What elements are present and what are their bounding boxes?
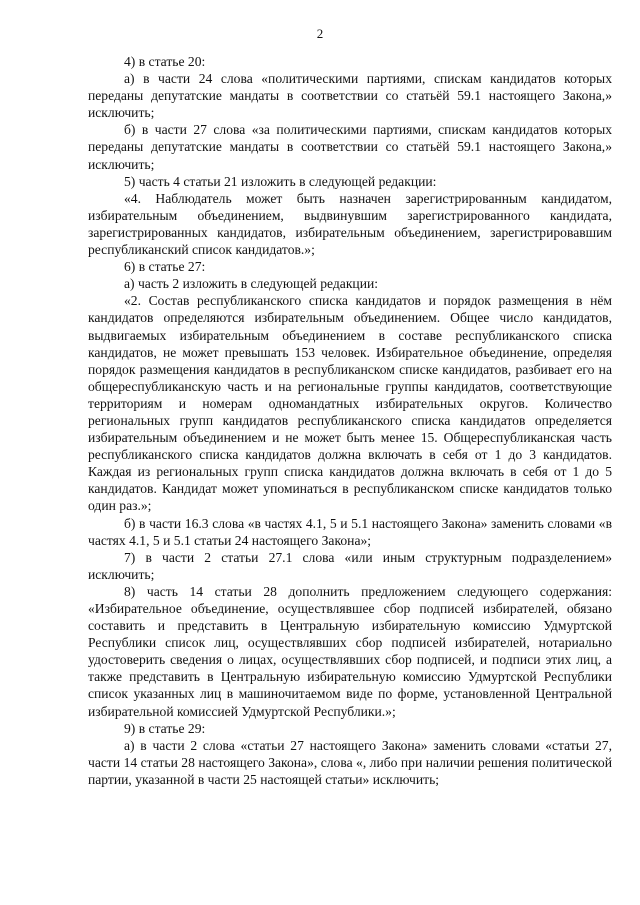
paragraph-item-4a: а) в части 24 слова «политическими партиями, спискам кандидатов которых переданы депутатские мандаты в соответствии со статьёй 59.1 настоящего Закона,» исключить; — [88, 71, 612, 121]
paragraph-item-5: 5) часть 4 статьи 21 изложить в следующей редакции: — [124, 173, 437, 189]
paragraph-item-8: 8) часть 14 статьи 28 дополнить предложением следующего содержания: «Избирательное объединение, осуществлявшее сбор подписей избирателей, обязано составить и представить в Центральную избирательную комиссию Удмуртской Республики список лиц, осуществлявших сбор подписей избирателей, нотариально удостоверить сведения о лицах, осуществлявших сбор подписей, и подписи этих лиц, а также представить в Центральную избирательную комиссию Удмуртской Республики список указанных лиц в машиночитаемом виде по форме, установленной Центральной избирательной комиссией Удмуртской Республики.»; — [88, 583, 612, 719]
paragraph-item-4: 4) в статье 20: — [124, 54, 206, 69]
paragraph-item-6b: б) в части 16.3 слова «в частях 4.1, 5 и 5.1 настоящего Закона» заменить словами «в частях 4.1, 5 и 5.1 статьи 24 настоящего Закона»; — [88, 515, 612, 548]
paragraph-item-9a: а) в части 2 слова «статьи 27 настоящего Закона» заменить словами «статьи 27, части 14 статьи 28 настоящего Закона», слова «, либо при наличии решения политической партии, указанной в части 25 настоящей статьи» исключить; — [88, 737, 612, 787]
page-number: 2 — [316, 26, 324, 41]
paragraph-quote-part-2: «2. Состав республиканского списка кандидатов и порядок размещения в нём кандидатов определяются избирательным объединением. Общее число кандидатов, выдвигаемых избирательным объединением в составе республиканского списка кандидатов, не может превышать 153 человек. Избирательное объединение, определяя порядок размещения кандидатов в республиканском списке кандидатов, разбивает его на общереспубликанскую часть и на региональные группы кандидатов, соответствующие территориям и номерам одномандатных избирательных округов. Количество региональных групп кандидатов республиканского списка кандидатов определяется избирательным объединением и не может быть менее 15. Общереспубликанская часть республиканского списка кандидатов должна включать в себя от 1 до 3 кандидатов. Каждая из региональных групп списка кандидатов должна включать в себя от 1 до 5 кандидатов. Кандидат может упоминаться в республиканском списке кандидатов только один раз.»; — [88, 293, 612, 514]
paragraph-item-6a: а) часть 2 изложить в следующей редакции: — [124, 276, 379, 292]
paragraph-item-4b: б) в части 27 слова «за политическими партиями, спискам кандидатов которых переданы депутатские мандаты в соответствии со статьёй 59.1 настоящего Закона,» исключить; — [88, 122, 612, 172]
paragraph-item-9: 9) в статье 29: — [124, 720, 206, 736]
paragraph-item-7: 7) в части 2 статьи 27.1 слова «или иным структурным подразделением» исключить; — [88, 549, 612, 582]
paragraph-item-6: 6) в статье 27: — [124, 259, 206, 275]
paragraph-quote-part-4: «4. Наблюдатель может быть назначен зарегистрированным кандидатом, избирательным объединением, выдвинувшим зарегистрированного кандидата, зарегистрированных кандидатов, избирательным объединением, зарегистрировавшим республиканский список кандидатов.»; — [88, 190, 612, 258]
document-body — [88, 53, 612, 788]
